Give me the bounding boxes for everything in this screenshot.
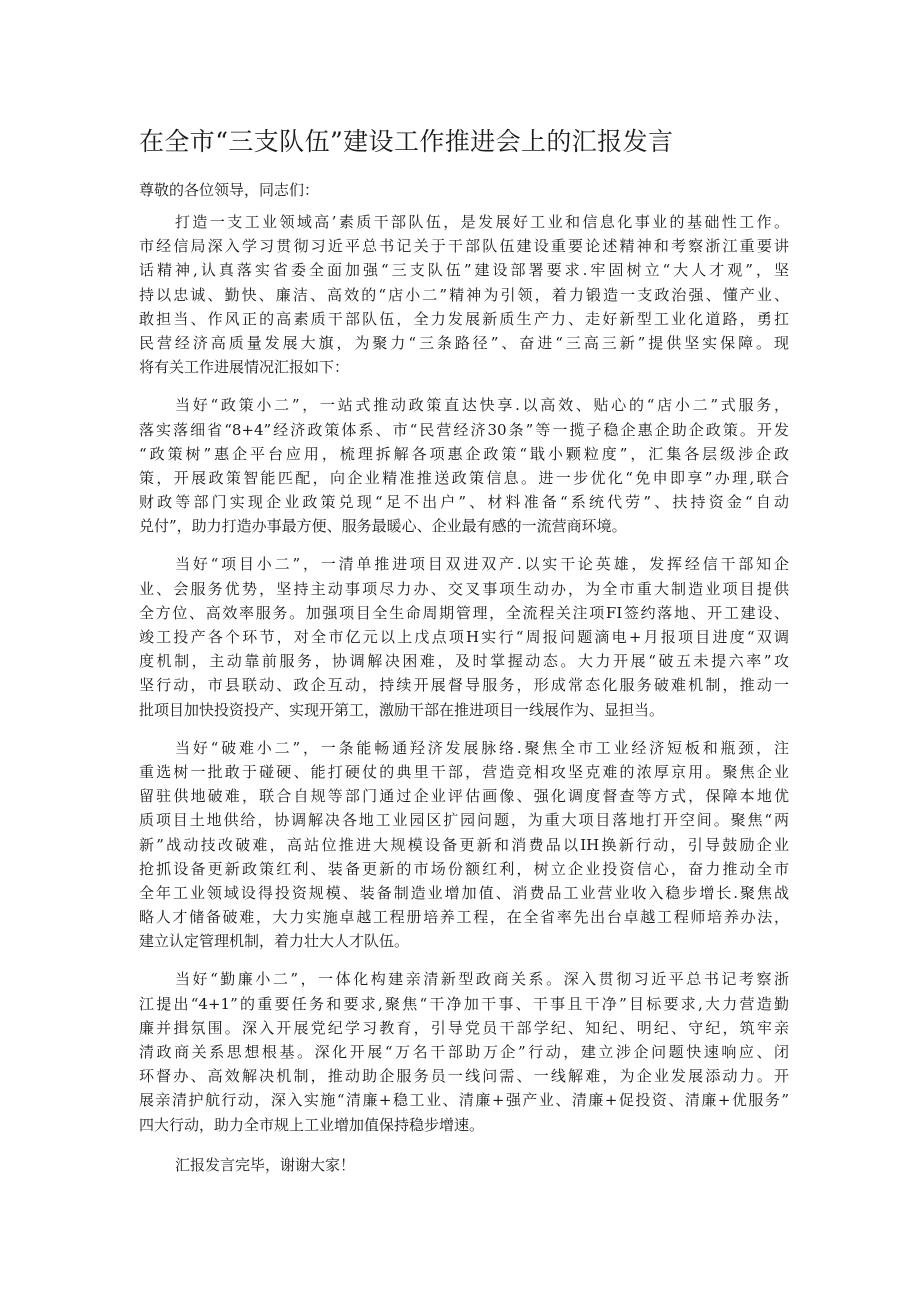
paragraph-line: 财政等部门实现企业政策兑现“足不出户”、材料准备“系统代劳”、扶持资金“自动 xyxy=(139,493,789,512)
paragraph-line: 四大行动，助力全市规上工业增加值保持稳步增速。 xyxy=(139,1115,485,1134)
paragraph-line: 廉并揖氛围。深入开展党纪学习教育，引导党员干部学纪、知纪、明纪、守纪，筑牢亲 xyxy=(139,1018,789,1037)
closing-remark: 汇报发言完毕，谢谢大家！ xyxy=(175,1155,356,1174)
salutation: 尊敬的各位领导，同志们： xyxy=(139,181,320,199)
paragraph-line: 全方位、高效率服务。加强项目全生命周期管理，全流程关注项FI签约落地、开工建设、 xyxy=(139,603,789,622)
paragraph-line: “政策树”惠企平台应用，梳理拆解各项惠企政策“戢小颗粒度”，汇集各层级涉企政 xyxy=(139,444,789,463)
paragraph-line: 展亲清护航行动，深入实施“清廉+稳工业、清廉+强产业、清廉+促投资、清廉+优服务” xyxy=(139,1091,789,1110)
paragraph-line: 全年工业领域设得投资规模、装备制造业增加值、消费品工业营业收入稳步增长.聚焦战 xyxy=(139,883,789,902)
paragraph-line: 度机制，主动靠前服务，协调解决困难，及时掌握动态。大力开展“破五未提六率”攻 xyxy=(139,652,789,671)
document-title: 在全市“三支队伍”建设工作推进会上的汇报发言 xyxy=(139,127,674,156)
paragraph-line: 略人才储备破难，大力实施卓越工程册培养工程，在全省率先出台卓越工程师培养办法， xyxy=(139,908,789,927)
paragraph-line: 抢抓设备更新政策红利、装备更新的市场份额红利，树立企业投资信心，奋力推动全市 xyxy=(139,859,789,878)
paragraph-line: 将有关工作进展情况汇报如下： xyxy=(139,358,350,377)
paragraph-line: 清政商关系思想根基。深化开展“万名干部助万企”行动，建立涉企问题快速响应、闭 xyxy=(139,1043,789,1061)
paragraph-line: 市经信局深入学习贯彻习近平总书记关于干部队伍建设重要论述精神和考察浙江重要讲 xyxy=(139,237,789,256)
paragraph-line: 持以忠诚、勤快、廉洁、高效的“店小二”精神为引领，着力锻造一支政治强、懂产业、 xyxy=(139,285,789,304)
paragraph-policy xyxy=(139,393,789,538)
paragraph-line: 民营经济高质量发展大旗，为聚力“三条路径”、奋进“三高三新”提供坚实保障。现 xyxy=(139,333,789,352)
paragraph-line: 业、会服务优势，坚持主动事项尽力办、交叉事项生动办，为全市重大制造业项目提供 xyxy=(139,579,789,598)
paragraph-integrity xyxy=(139,967,789,1136)
paragraph-line: 当好“勤廉小二”，一体化构建亲清新型政商关系。深入贯彻习近平总书记考察浙 xyxy=(175,970,789,989)
paragraph-line: 新”战动技改破难，高站位推进大规模设备更新和消费品以IH换新行动，引导鼓励企业 xyxy=(139,835,789,854)
paragraph-intro xyxy=(139,210,789,379)
paragraph-project xyxy=(139,552,789,721)
paragraph-line: 留驻供地破难，联合自规等部门通过企业评估画像、强化调度督查等方式，保障本地优 xyxy=(139,787,789,806)
paragraph-line: 竣工投产各个环节，对全市亿元以上戊点项H实行“周报问题滴电+月报项目进度“双调 xyxy=(139,628,789,646)
document-page xyxy=(139,122,789,1179)
paragraph-line: 策，开展政策智能匹配，向企业精准推送政策信息。进一步优化“免申即享”办理,联合 xyxy=(139,468,789,487)
paragraph-line: 当好“政策小二”，一站式推动政策直达快享.以高效、贴心的“店小二”式服务， xyxy=(175,396,789,415)
paragraph-line: 环督办、高效解决机制，推动助企服务员一线问需、一线解难，为企业发展添动力。开 xyxy=(139,1067,789,1086)
paragraph-line: 落实落细省“8+4”经济政策体系、市“民营经济30条”等一揽子稳企惠企助企政策。开发 xyxy=(139,420,789,439)
paragraph-problem-solving xyxy=(139,736,789,954)
paragraph-line: 重选树一批敢于碰硬、能打硬仗的典里干部，营造竞相攻坚克难的浓厚京用。聚焦企业 xyxy=(139,762,789,781)
paragraph-line: 当好“项目小二”，一清单推进项目双进双产.以实干论英雄，发挥经信干部知企 xyxy=(175,555,789,574)
paragraph-line: 坚行动，市县联动、政企互动，持续开展督导服务，形成常态化服务破难机制，推动一 xyxy=(139,676,789,695)
paragraph-line: 批项目加快投资投产、实现开第工，激励干部在推进项目一线展作为、显担当。 xyxy=(139,700,665,719)
paragraph-line: 兑付”，助力打造办事最方便、服务最暖心、企业最有感的一流营商环境。 xyxy=(139,517,627,536)
paragraph-line: 江提出“4+1”的重要任务和要求,聚焦“干净加干事、干事且干净”目标要求,大力营造勤 xyxy=(139,994,789,1013)
paragraph-line: 话精神,认真落实省委全面加强“三支队伍”建设部署要求.牢固树立“大人才观”，坚 xyxy=(139,261,789,280)
paragraph-line: 质项目土地供给，协调解决各地工业园区扩园问题，为重大项目落地打开空间。聚焦“两 xyxy=(139,811,789,830)
paragraph-line: 敢担当、作风正的高素质干部队伍，全力发展新质生产力、走好新型工业化道路，勇扛 xyxy=(139,309,789,328)
paragraph-line: 打造一支工业领域高’素质干部队伍，是发展好工业和信息化事业的基础性工作。 xyxy=(175,213,789,231)
paragraph-line: 建立认定管理机制，着力壮大人才队伍。 xyxy=(139,932,410,951)
paragraph-line: 当好“破难小二”，一条能畅通羟济发展脉络.聚焦全市工业经济短板和瓶颈，注 xyxy=(175,738,789,757)
